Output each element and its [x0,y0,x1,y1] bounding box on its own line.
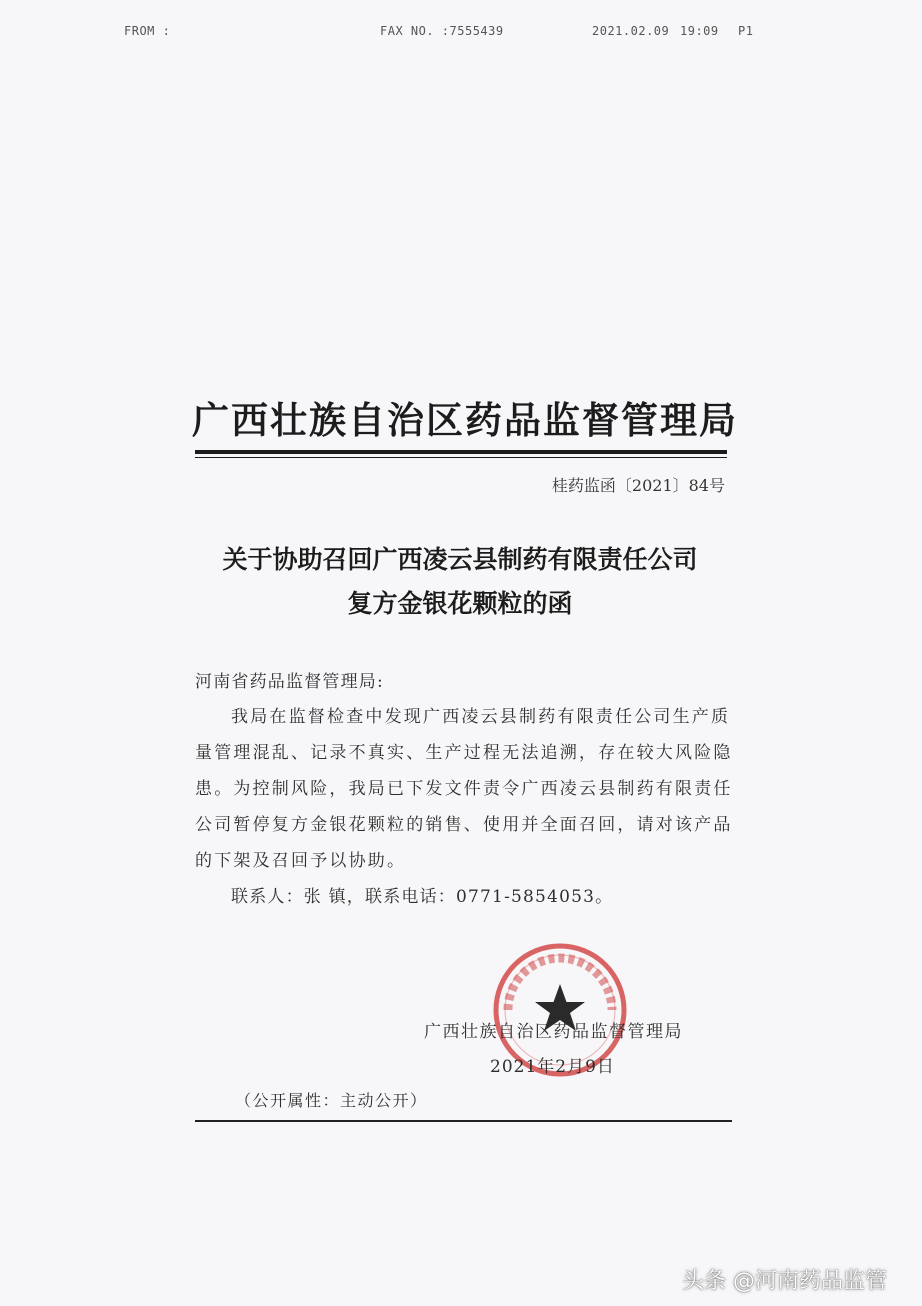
document-title-line-2: 复方金银花颗粒的函 [347,589,573,618]
contact-line: 联系人：张 镇，联系电话：0771-5854053。 [231,887,614,907]
fax-from: FROM : [124,24,171,38]
paragraph-line: 我局在监督检查中发现广西凌云县制药有限责任公司生产质 [231,707,731,727]
paragraph-line: 的下架及召回予以协助。 [195,851,407,871]
letterhead-rule-thick [195,450,727,454]
letterhead-rule-thin [195,457,727,458]
document-title-line-1: 关于协助召回广西凌云县制药有限责任公司 [222,545,698,574]
fax-time: 19:09 [680,24,719,38]
signature-date: 2021年2月9日 [490,1057,615,1077]
paragraph-line: 患。为控制风险，我局已下发文件责令广西凌云县制药有限责任 [195,779,733,799]
agency-letterhead-title: 广西壮族自治区药品监督管理局 [192,398,738,442]
salutation: 河南省药品监督管理局: [195,672,384,692]
paragraph-line: 公司暂停复方金银花颗粒的销售、使用并全面召回，请对该产品 [195,815,733,835]
fax-page: P1 [738,24,754,38]
footer-rule [195,1120,732,1122]
fax-number: FAX NO. :7555439 [380,24,504,38]
fax-header [0,24,922,44]
paragraph-line: 量管理混乱、记录不真实、生产过程无法追溯，存在较大风险隐 [195,743,733,763]
document-number: 桂药监函〔2021〕84号 [551,476,725,495]
platform-watermark: 头条 @河南药品监管 [682,1269,887,1294]
signature-organization: 广西壮族自治区药品监督管理局 [424,1022,683,1042]
public-attribute-note: （公开属性：主动公开） [235,1091,428,1110]
fax-date: 2021.02.09 [592,24,670,38]
